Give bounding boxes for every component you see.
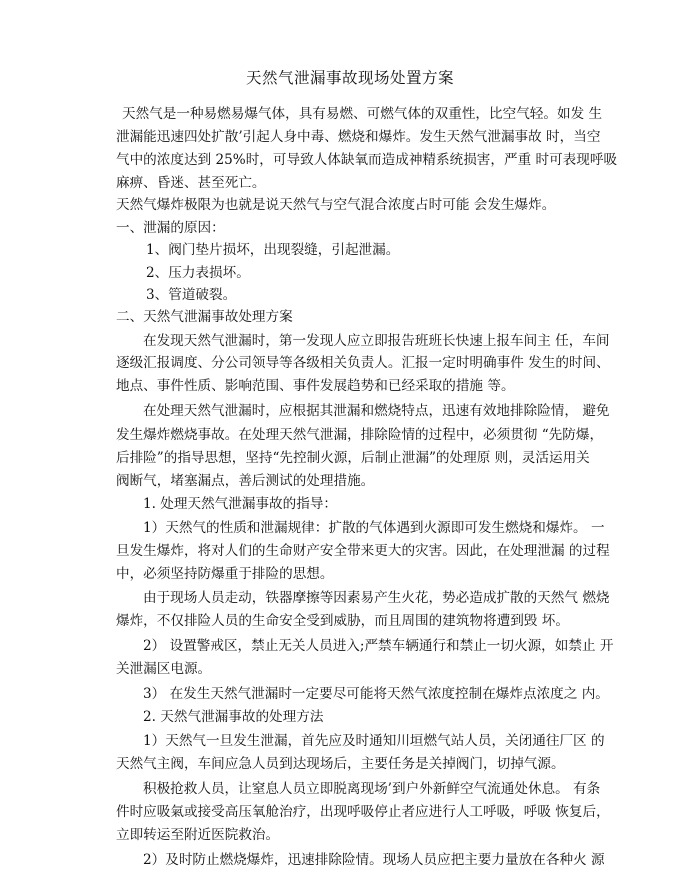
list-item: 2、压力表损坏。: [146, 265, 250, 281]
list-item: 1、阀门垫片损坏，出现裂缝，引起泄漏。: [146, 242, 400, 258]
paragraph-line: 旦发生爆炸，将对人们的生命财产安全带来更大的灾害。因此，在处理泄漏 的过程: [116, 543, 610, 559]
subsection-heading: 2. 天然气泄漏事故的处理方法: [143, 709, 324, 725]
paragraph-line: 立即转运至附近医院救治。: [116, 827, 280, 843]
paragraph-line: 关泄漏区电源。: [116, 661, 212, 677]
paragraph-line: 天然气爆炸极限为也就是说天然气与空气混合浓度占时可能 会发生爆炸。: [116, 197, 556, 213]
paragraph-line: 2） 设置警戒区，禁止无关人员进入;严禁车辆通行和禁止一切火源，如禁止 开: [143, 638, 614, 654]
paragraph-line: 1）天然气的性质和泄漏规律：扩散的气体遇到火源即可发生燃烧和爆炸。 一: [143, 520, 605, 536]
paragraph-line: 天然气主阀，车间应急人员到达现场后，主要任务是关掉阀门，切掉气源。: [116, 756, 565, 772]
paragraph-line: 件时应吸氣或接受高压氧舱治疗，出现呼吸停止者应进行人工呼吸，呼吸 恢复后，: [116, 804, 610, 820]
paragraph-line: 后排险”的指导思想，坚持“先控制火源，后制止泄漏”的处理原 则，灵活运用关: [116, 450, 590, 466]
paragraph-line: 中，必须坚持防爆重于排险的思想。: [116, 566, 334, 582]
paragraph-line: 由于现场人员走动，铁器摩擦等因素易产生火花，势必造成扩散的天然气 燃烧: [143, 590, 610, 606]
subsection-heading: 1. 处理天然气泄漏事故的指导：: [143, 496, 338, 512]
section-heading: 一、泄漏的原因：: [116, 220, 225, 236]
paragraph-line: 2）及时防止燃烧爆炸，迅速排除险情。现场人员应把主要力量放在各种火 源: [143, 852, 605, 868]
paragraph-line: 在发现天然气泄漏时，第一发现人应立即报告班班长快速上报车间主 任，车间: [143, 333, 610, 349]
paragraph-line: 阀断气，堵塞漏点，善后测试的处理措施。: [116, 473, 375, 489]
paragraph-line: 在处理天然气泄漏时，应根据其泄漏和燃烧特点，迅速有效地排除险情， 避免: [143, 403, 610, 419]
section-heading: 二、天然气泄漏事故处理方案: [116, 309, 293, 325]
paragraph-line: 天然气是一种易燃易爆气体，具有易燃、可燃气体的双重性，比空气轻。如发 生: [122, 106, 603, 122]
paragraph-line: 1）天然气一旦发生泄漏，首先应及时通知川垣燃气站人员，关闭通往厂区 的: [143, 733, 605, 749]
paragraph-line: 积极抢救人员，让窒息人员立即脱离现场’到户外新鲜空气流通处休息。 有条: [143, 781, 601, 797]
paragraph-line: 麻痹、昏迷、甚至死亡。: [116, 175, 266, 191]
paragraph-line: 地点、事件性质、影响范围、事件发展趋势和已经采取的措施 等。: [116, 378, 515, 394]
paragraph-line: 泄漏能迅速四处扩散’引起人身中毒、燃烧和爆炸。发生天然气泄漏事故 时，当空: [116, 129, 601, 145]
paragraph-line: 爆炸，不仅排险人员的生命安全受到威胁，而且周围的建筑物将遭到毁 坏。: [116, 613, 569, 629]
paragraph-line: 3） 在发生天然气泄漏时一定要尽可能将天然气浓度控制在爆炸点浓度之 内。: [143, 686, 609, 702]
paragraph-line: 发生爆炸燃烧事故。在处理天然气泄漏，排除险情的过程中，必须贯彻 “先防爆，: [116, 427, 604, 443]
paragraph-line: 气中的浓度达到 25%时，可导致人体缺氧而造成神精系统损害，严重 时可表现呼吸: [116, 152, 618, 168]
list-item: 3、管道破裂。: [146, 287, 237, 303]
paragraph-line: 逐级汇报调度、分公司领导等各级相关负责人。汇报一定时明确事件 发生的时间、: [116, 355, 610, 371]
page-title: 天然气泄漏事故现场处置方案: [245, 69, 454, 87]
